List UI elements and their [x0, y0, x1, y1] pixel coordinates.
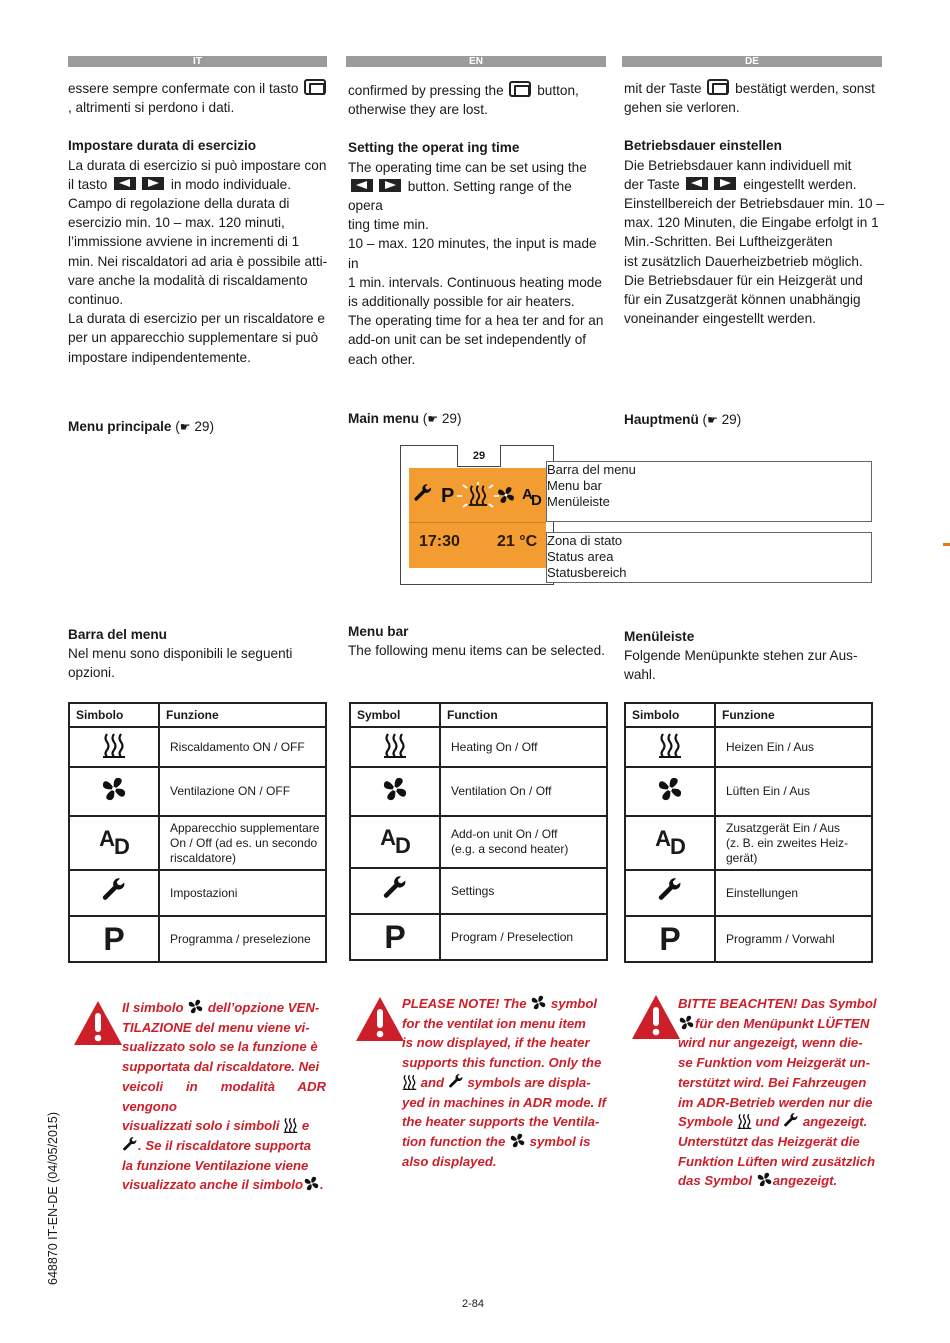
display-divider [409, 522, 546, 523]
display-ad-d: D [531, 492, 542, 508]
fan-icon [530, 994, 547, 1011]
heating-icon [383, 732, 407, 758]
addon-icon: $A_D$ [380, 825, 410, 858]
wrench-icon [783, 1113, 799, 1129]
intro-en: confirmed by pressing the button, otherwise they are lost. Setting the operat ing time The operating time can be set using the button. Setting range of the opera ting time min. 10 – max. 120 minutes, the input is made in 1 min. intervals. Continuous heating mode is additionally possible for air heaters. The operating time for a hea ter and for an add-on unit can be set independently of each other. [348, 81, 610, 369]
fan-icon [187, 998, 204, 1015]
fan-icon [381, 775, 409, 803]
display-time: 17:30 [419, 533, 460, 550]
warning-icon [73, 1000, 123, 1046]
program-icon: P [103, 920, 125, 957]
wrench-icon [657, 878, 683, 904]
enter-button-icon [509, 81, 531, 97]
reference-icon: ☛ [179, 420, 191, 434]
heating-icon [658, 732, 682, 758]
menu-table-de: Simbolo Funzione Heizen Ein / Aus Lüften Ein / Aus $A_D$ Zusatzgerät Ein / Aus (z. B. ein zweites Heiz- gerät) Einstellungen P Programm / Vorwahl [624, 702, 873, 963]
left-arrow-icon [114, 177, 136, 190]
program-icon: P [384, 918, 406, 955]
fan-icon [756, 1171, 773, 1188]
left-arrow-icon [351, 179, 373, 192]
wrench-icon [414, 484, 431, 501]
callout-menu-bar: Barra del menu Menu bar Menüleiste [546, 461, 872, 522]
callout-status-area: Zona di stato Status area Statusbereich [546, 532, 872, 583]
section-title: Betriebsdauer einstellen [624, 138, 782, 154]
warning-en: PLEASE NOTE! The symbol for the ventilat ion menu item is now displayed, if the heater supports this function. Only the and symbols are displa- yed in machines in ADR mode. If the heater supports the Ventila- tion function the symbol is also displayed. [402, 996, 606, 1169]
menubar-intro-it: Barra del menu Nel menu sono disponibili le seguenti opzioni. [68, 627, 293, 681]
fan-icon [303, 1175, 320, 1192]
main-menu-title-de: Hauptmenü (☛ 29) [624, 412, 742, 427]
heating-icon [283, 1117, 298, 1133]
page-number: 2-84 [462, 1298, 485, 1310]
heating-icon [469, 486, 487, 505]
document-code: 648870 IT-EN-DE (04/05/2015) [46, 1111, 60, 1285]
addon-icon: $A_D$ [99, 826, 129, 859]
menubar-intro-en: Menu bar The following menu items can be selected. [348, 624, 605, 659]
program-icon: P [659, 920, 681, 957]
left-arrow-icon [686, 177, 708, 190]
header-de: DE [622, 56, 882, 67]
fan-icon [509, 1132, 526, 1149]
main-menu-title-en: Main menu (☛ 29) [348, 411, 462, 426]
heating-icon [737, 1113, 752, 1129]
fan-icon [656, 775, 684, 803]
enter-button-icon [304, 79, 326, 95]
main-menu-title-it: Menu principale (☛ 29) [68, 419, 214, 434]
fan-icon [678, 1014, 695, 1031]
wrench-icon [101, 878, 127, 904]
menubar-intro-de: Menüleiste Folgende Menüpunkte stehen zur Aus- wahl. [624, 629, 858, 683]
warning-de: BITTE BEACHTEN! Das Symbol für den Menüpunkt LÜFTEN wird nur angezeigt, wenn die- se Funktion vom Heizgerät un- terstützt wird. Bei Fahrzeugen im ADR-Betrieb werden nur die Symbole und angezeigt. Unterstützt das Heizgerät die Funktion Lüften wird zusätzlich das Symbol angezeigt. [678, 996, 877, 1189]
display-tab: 29 [457, 445, 501, 467]
display-temperature: 21 °C [497, 533, 538, 550]
menu-table-it: Simbolo Funzione Riscaldamento ON / OFF Ventilazione ON / OFF $A_D$ Apparecchio supplementare On / Off (ad es. un secondo riscaldatore) Impostazioni P Programma / preselezione [68, 702, 327, 963]
heating-icon [102, 732, 126, 758]
wrench-icon [448, 1074, 464, 1090]
warning-icon [631, 994, 681, 1040]
display-ad-a: A [522, 486, 533, 503]
right-arrow-icon [142, 177, 164, 190]
enter-button-icon [707, 79, 729, 95]
display-p: P [441, 485, 455, 507]
reference-icon: ☛ [427, 412, 439, 426]
fan-icon [498, 487, 514, 503]
fan-icon [100, 775, 128, 803]
header-it: IT [68, 56, 327, 67]
display-menu-icons [413, 482, 543, 508]
warning-icon [355, 996, 405, 1042]
warning-it: Il simbolo dell’opzione VEN- TILAZIONE del menu viene vi- sualizzato solo se la funzione è supportata dal riscaldatore. Nei veicoli in modalità ADR vengono visualizzati solo i simboli e . Se il riscaldatore supporta la funzione Ventilazione viene visualizzato anche il simbolo . [122, 1000, 326, 1193]
header-en: EN [346, 56, 606, 67]
right-arrow-icon [379, 179, 401, 192]
intro-it: essere sempre confermate con il tasto , altrimenti si perdono i dati. Impostare durata di esercizio La durata di esercizio si può impostare con il tasto in modo individuale. Campo di regolazione della durata di esercizio min. 10 – max. 120 minuti, l’immissione avviene in incrementi di 1 min. Nei riscaldatori ad aria è possibile atti- vare anche la modalità di riscaldamento continuo. La durata di esercizio per un riscaldatore e per un apparecchio supplementare si può impostare indipendentemente. [68, 79, 330, 367]
right-arrow-icon [714, 177, 736, 190]
intro-de: mit der Taste bestätigt werden, sonst gehen sie verloren. Betriebsdauer einstellen Die Betriebsdauer kann individuell mit der Taste eingestellt werden. Einstellbereich der Betriebsdauer min. 10 – max. 120 Minuten, die Eingabe erfolgt in 1 Min.-Schritten. Bei Luftheizgeräten ist zusätzlich Dauerheizbetrieb möglich. Die Betriebsdauer für ein Heizgerät und für ein Zusatzgerät können unabhängig voneinander eingestellt werden. [624, 79, 886, 328]
section-title: Setting the operat ing time [348, 140, 520, 156]
addon-icon: $A_D$ [655, 826, 685, 859]
section-title: Impostare durata di esercizio [68, 138, 257, 154]
wrench-icon [122, 1137, 138, 1153]
wrench-icon [382, 876, 408, 902]
edge-marker [943, 543, 950, 546]
heating-icon [402, 1074, 417, 1090]
reference-icon: ☛ [707, 413, 718, 427]
menu-table-en: Symbol Function Heating On / Off Ventilation On / Off $A_D$ Add-on unit On / Off (e.g. a second heater) Settings P Program / Preselection [349, 702, 608, 961]
